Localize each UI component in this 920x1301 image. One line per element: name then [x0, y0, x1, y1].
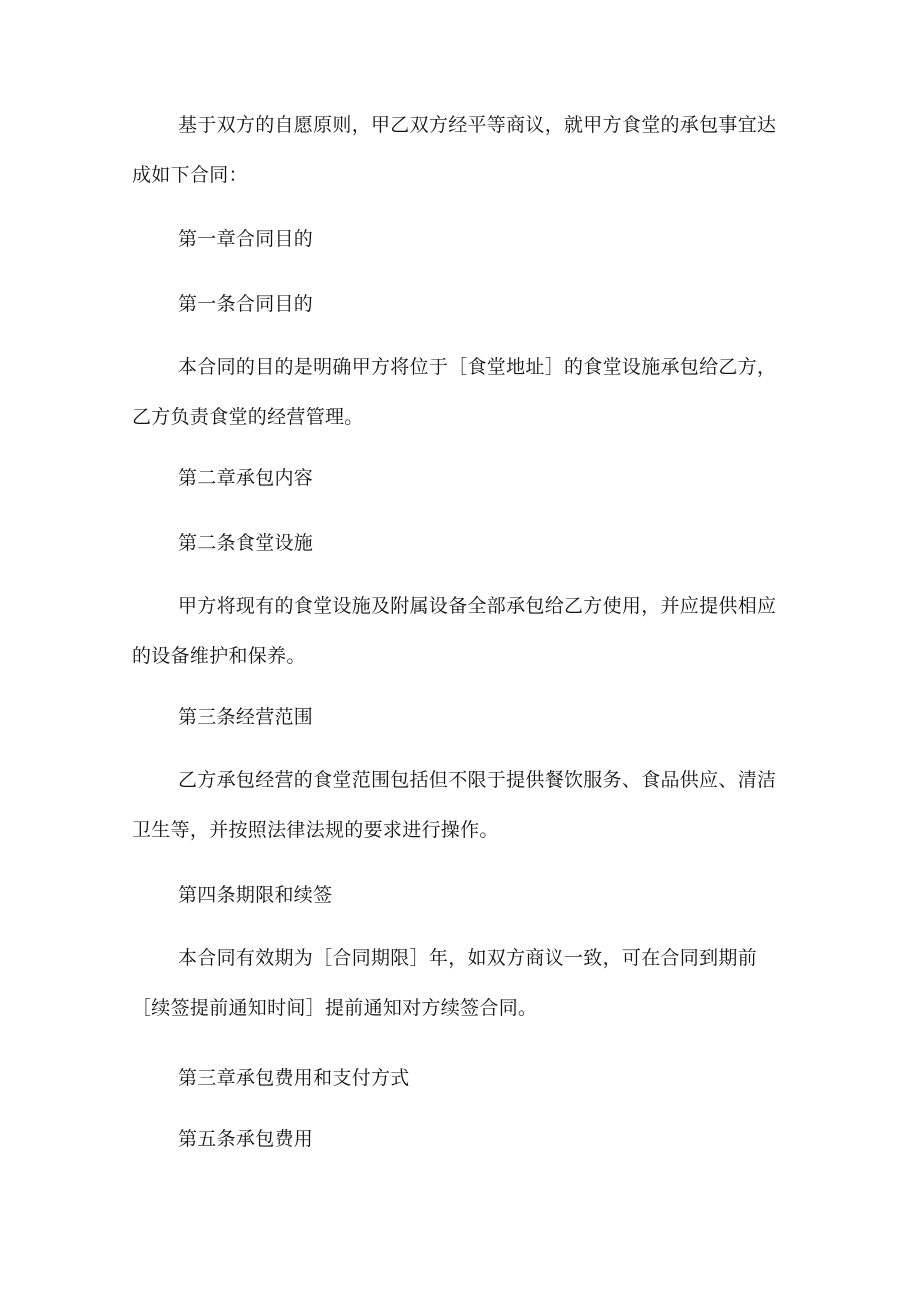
article-1-heading: 第一条合同目的 — [178, 293, 314, 315]
chapter-1-heading: 第一章合同目的 — [178, 228, 314, 250]
article-3-body: 乙方承包经营的食堂范围包括但不限于提供餐饮服务、食品供应、清洁卫生等，并按照法律法规的要求进行操作。 — [132, 769, 777, 841]
article-2-body: 甲方将现有的食堂设施及附属设备全部承包给乙方使用，并应提供相应的设备维护和保养。 — [132, 595, 777, 667]
article-1-body: 本合同的目的是明确甲方将位于［食堂地址］的食堂设施承包给乙方，乙方负责食堂的经营管理。 — [132, 356, 777, 428]
chapter-3-heading: 第三章承包费用和支付方式 — [178, 1067, 410, 1089]
article-4-body: 本合同有效期为［合同期限］年，如双方商议一致，可在合同到期前［续签提前通知时间］提前通知对方续签合同。 — [132, 947, 758, 1019]
article-2-heading: 第二条食堂设施 — [178, 532, 314, 554]
intro-paragraph: 基于双方的自愿原则，甲乙双方经平等商议，就甲方食堂的承包事宜达成如下合同： — [132, 114, 777, 186]
article-5-heading: 第五条承包费用 — [178, 1128, 314, 1150]
article-4-heading: 第四条期限和续签 — [178, 884, 333, 906]
chapter-2-heading: 第二章承包内容 — [178, 467, 314, 489]
article-3-heading: 第三条经营范围 — [178, 706, 314, 728]
